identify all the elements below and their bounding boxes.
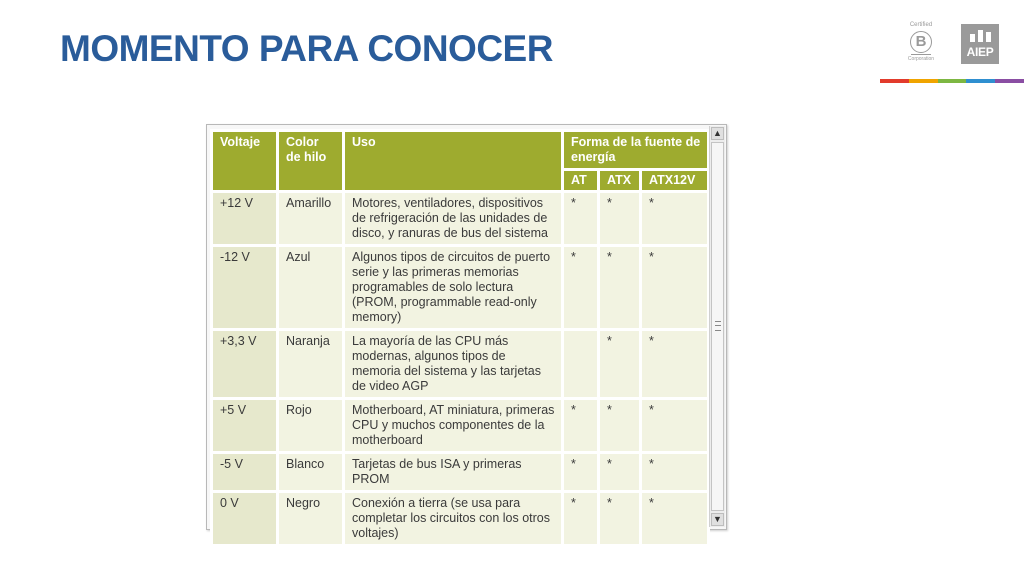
cell-atx: * [599, 192, 641, 246]
cell-voltaje: +3,3 V [212, 330, 278, 399]
scroll-up-arrow-icon[interactable]: ▲ [711, 127, 724, 140]
cell-atx12v: * [641, 453, 709, 492]
cell-atx: * [599, 399, 641, 453]
scroll-grip-icon [715, 321, 721, 331]
bcorp-logo [900, 22, 942, 68]
table-row [212, 330, 709, 399]
header-uso: Uso [344, 131, 563, 192]
brand-color-segment [966, 79, 995, 83]
cell-atx: * [599, 330, 641, 399]
aiep-bars-icon [970, 30, 992, 42]
cell-at: * [563, 192, 599, 246]
table-row [212, 453, 709, 492]
header-atx12v: ATX12V [641, 170, 709, 192]
cell-atx12v: * [641, 330, 709, 399]
cell-at [563, 330, 599, 399]
cell-uso: Tarjetas de bus ISA y primeras PROM [344, 453, 563, 492]
cell-voltaje: -5 V [212, 453, 278, 492]
bcorp-divider [911, 54, 931, 55]
cell-voltaje: +12 V [212, 192, 278, 246]
aiep-logo [961, 24, 999, 64]
cell-atx: * [599, 453, 641, 492]
cell-atx12v: * [641, 246, 709, 330]
vertical-scrollbar[interactable] [709, 126, 725, 527]
brand-color-strip [880, 79, 1024, 83]
cell-uso: Algunos tipos de circuitos de puerto serie y las primeras memorias programables de solo lectura (PROM, programmable read-only memory) [344, 246, 563, 330]
cell-color: Naranja [278, 330, 344, 399]
cell-at: * [563, 492, 599, 546]
cell-color: Amarillo [278, 192, 344, 246]
cell-atx: * [599, 246, 641, 330]
brand-color-segment [909, 79, 938, 83]
cell-color: Rojo [278, 399, 344, 453]
cell-uso: La mayoría de las CPU más modernas, algunos tipos de memoria del sistema y las tarjetas de video AGP [344, 330, 563, 399]
cell-voltaje: +5 V [212, 399, 278, 453]
power-supply-voltage-table [210, 129, 710, 547]
aiep-logo-text: AIEP [966, 45, 994, 59]
header-forma-fuente: Forma de la fuente de energía [563, 131, 709, 170]
cell-atx: * [599, 492, 641, 546]
cell-color: Negro [278, 492, 344, 546]
cell-color: Azul [278, 246, 344, 330]
cell-at: * [563, 453, 599, 492]
scroll-thumb[interactable] [711, 142, 724, 511]
table-row [212, 192, 709, 246]
cell-color: Blanco [278, 453, 344, 492]
cell-atx12v: * [641, 399, 709, 453]
cell-voltaje: 0 V [212, 492, 278, 546]
brand-color-segment [938, 79, 967, 83]
cell-uso: Motherboard, AT miniatura, primeras CPU y muchos componentes de la motherboard [344, 399, 563, 453]
table-row [212, 492, 709, 546]
cell-atx12v: * [641, 492, 709, 546]
scroll-down-arrow-icon[interactable]: ▼ [711, 513, 724, 526]
cell-atx12v: * [641, 192, 709, 246]
table-row [212, 399, 709, 453]
power-supply-table-panel [206, 124, 727, 540]
brand-color-segment [880, 79, 909, 83]
brand-color-segment [995, 79, 1024, 83]
header-at: AT [563, 170, 599, 192]
slide-title: MOMENTO PARA CONOCER [60, 28, 553, 69]
cell-voltaje: -12 V [212, 246, 278, 330]
bcorp-corporation-text: Corporation [907, 56, 935, 62]
cell-uso: Motores, ventiladores, dispositivos de refrigeración de las unidades de disco, y ranuras de bus del sistema [344, 192, 563, 246]
cell-at: * [563, 246, 599, 330]
cell-uso: Conexión a tierra (se usa para completar los circuitos con los otros voltajes) [344, 492, 563, 546]
bcorp-b-icon: B [910, 31, 932, 53]
table-viewport [210, 129, 707, 540]
cell-at: * [563, 399, 599, 453]
header-atx: ATX [599, 170, 641, 192]
table-row [212, 246, 709, 330]
header-voltaje: Voltaje [212, 131, 278, 192]
header-color-de-hilo: Color de hilo [278, 131, 344, 192]
bcorp-certified-text: Certified [909, 22, 933, 28]
